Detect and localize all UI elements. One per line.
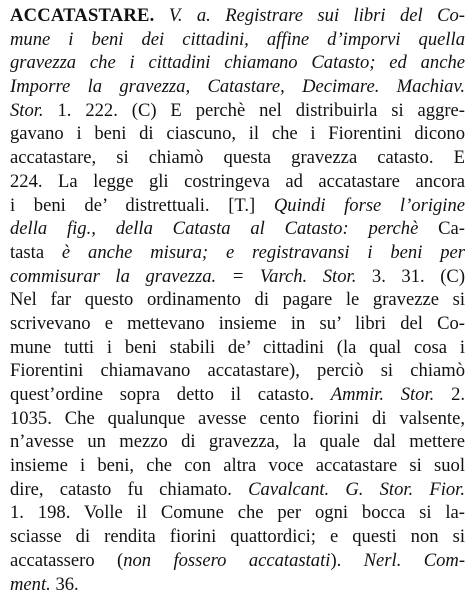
italic-text: della fig., della Catasta al Catasto: perchè	[10, 218, 418, 239]
text-line	[10, 573, 465, 596]
italic-text: Quindi forse l’origine	[274, 195, 465, 216]
italic-text: Ammir. Stor.	[331, 384, 435, 405]
text-segment: Ca-	[418, 218, 465, 239]
text-segment: 1035. Che qualunque avesse cento fiorini di valsente,	[10, 408, 465, 429]
text-line	[10, 146, 465, 170]
text-segment: Fiorentini chiamavano accatastare), perciò si chiamò	[10, 360, 465, 381]
italic-text: Nerl. Com-	[364, 550, 465, 571]
text-line	[10, 525, 465, 549]
italic-text: Stor.	[10, 100, 44, 121]
text-segment: dire, catasto fu chiamato.	[10, 479, 248, 500]
text-segment: n’avesse un mezzo di gravezza, la quale dal mettere	[10, 431, 465, 452]
text-line	[10, 75, 465, 99]
text-segment: 1. 222. (C) E perchè nel distribuirla si aggre-	[44, 100, 465, 121]
text-line	[10, 454, 465, 478]
text-segment: quest’ordine sopra detto il catasto.	[10, 384, 331, 405]
text-line	[10, 383, 465, 407]
text-segment: scrivevano e mettevano insieme in su’ libri del Co-	[10, 313, 465, 334]
text-segment: 1. 198. Volle il Comune che per ogni bocca si la-	[10, 502, 465, 523]
text-line	[10, 28, 465, 52]
text-line	[10, 99, 465, 123]
text-line	[10, 217, 465, 241]
italic-text: mune i beni dei cittadini, affine d’imporvi quella	[10, 29, 465, 50]
text-segment: accatassero (	[10, 550, 123, 571]
italic-text: Cavalcant. G. Stor. Fior.	[248, 479, 465, 500]
text-line	[10, 359, 465, 383]
italic-text: non fossero accatastati	[123, 550, 330, 571]
italic-text: commisurar la gravezza. = Varch. Stor.	[10, 266, 356, 287]
text-segment: accatastare, si chiamò questa gravezza catasto. E	[10, 147, 465, 168]
text-line	[10, 549, 465, 573]
text-segment: insieme i beni, che con altra voce accatastare si suol	[10, 455, 465, 476]
text-segment: sciasse di rendita fiorini quattordici; e questi non si	[10, 526, 465, 547]
text-segment: ).	[330, 550, 363, 571]
text-line	[10, 288, 465, 312]
text-line	[10, 312, 465, 336]
text-line	[10, 478, 465, 502]
italic-text: gravezza che i cittadini chiamano Catasto; ed anche	[10, 52, 465, 73]
text-segment: 2.	[434, 384, 465, 405]
text-segment: i beni de’ distrettuali. [T.]	[10, 195, 274, 216]
text-line	[10, 51, 465, 75]
text-segment: tasta	[10, 242, 62, 263]
text-segment: 3. 31. (C)	[356, 266, 465, 287]
text-segment: Nel far questo ordinamento di pagare le gravezze si	[10, 289, 465, 310]
text-line	[10, 241, 465, 265]
text-line	[10, 170, 465, 194]
text-line	[10, 407, 465, 431]
text-segment: 36.	[51, 574, 79, 595]
text-segment: mune tutti i beni stabili de’ cittadini (la qual cosa i	[10, 337, 465, 358]
text-segment: 224. La legge gli costringeva ad accatastare ancora	[10, 171, 465, 192]
dictionary-entry-accatastare	[10, 4, 465, 596]
text-segment: gavano i beni di ciascuno, il che i Fiorentini dicono	[10, 123, 465, 144]
italic-text: V. a. Registrare sui libri del Co-	[169, 5, 465, 26]
italic-text: ment.	[10, 574, 51, 595]
text-line	[10, 265, 465, 289]
text-line	[10, 501, 465, 525]
italic-text: è anche misura; e registravansi i beni per	[62, 242, 465, 263]
text-segment	[154, 5, 168, 26]
text-line	[10, 4, 465, 28]
text-line	[10, 336, 465, 360]
italic-text: Imporre la gravezza, Catastare, Decimare. Machiav.	[10, 76, 465, 97]
text-line	[10, 194, 465, 218]
text-line	[10, 122, 465, 146]
text-line	[10, 430, 465, 454]
headword: ACCATASTARE.	[10, 5, 154, 26]
